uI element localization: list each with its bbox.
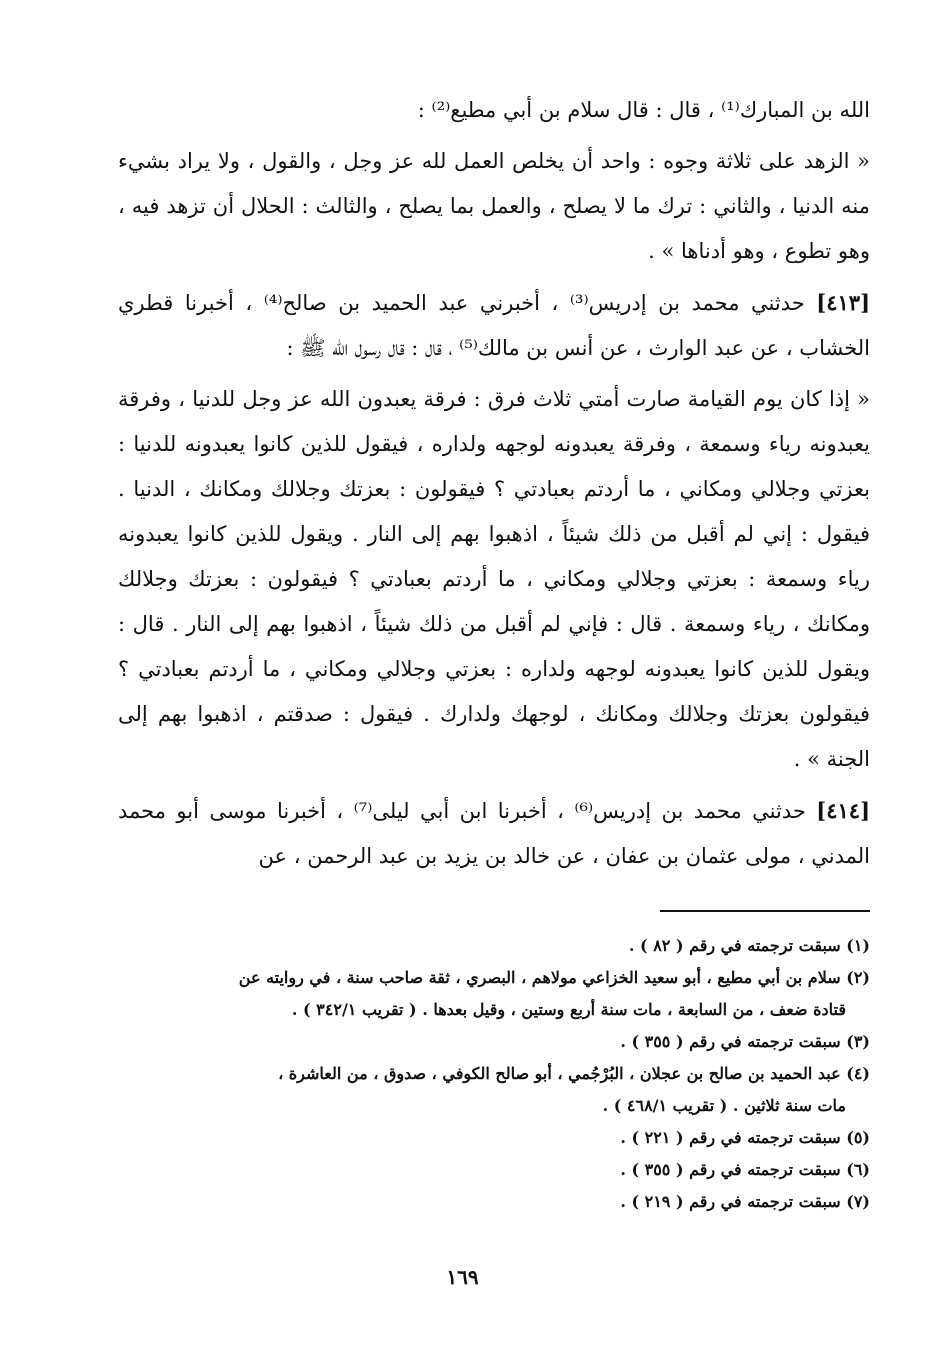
footnote-text: سبقت ترجمته في رقم ( ٣٥٥ ) . <box>620 1032 841 1051</box>
footnote-number: (٦) <box>846 1160 870 1179</box>
footnote-number: (٣) <box>846 1032 870 1051</box>
hadith-text: حدثني محمد بن إدريس⁽³⁾ ، أخبرني عبد الحميد بن صالح⁽⁴⁾ ، أخبرنا قطري الخشاب ، عن عبد الوارث ، عن أنس بن مالك⁽⁵⁾ ، قال : قال رسول الله ﷺ : <box>118 291 870 360</box>
footnote-6 <box>118 1154 870 1186</box>
hadith-number: [٤١٤] <box>816 798 870 823</box>
footnote-text: عبد الحميد بن صالح بن عجلان ، البُرْجُمي ، أبو صالح الكوفي ، صدوق ، من العاشرة ، <box>278 1064 841 1083</box>
paragraph-1: الله بن المبارك⁽¹⁾ ، قال : قال سلام بن أبي مطيع⁽²⁾ : <box>417 98 870 122</box>
footnote-5 <box>118 1122 870 1154</box>
footnote-1 <box>118 930 870 962</box>
hadith-414 <box>118 788 870 879</box>
footnote-7 <box>118 1186 870 1218</box>
footnote-number: (٧) <box>846 1192 870 1211</box>
footnote-separator <box>660 910 870 912</box>
footnote-text: سبقت ترجمته في رقم ( ٨٢ ) . <box>628 936 841 955</box>
main-text <box>118 88 870 885</box>
footnote-number: (١) <box>846 936 870 955</box>
hadith-number: [٤١٣] <box>816 290 870 315</box>
footnote-number: (٢) <box>846 968 870 987</box>
paragraph-4: « إذا كان يوم القيامة صارت أمتي ثلاث فرق : فرقة يعبدون الله عز وجل للدنيا ، وفرقة يعبدونه رياء وسمعة ، وفرقة يعبدونه لوجهه ولداره ، فيقول للذين كانوا يعبدونه للدنيا : بعزتي وجلالي ومكاني ، ما أردتم بعبادتي ؟ فيقولون : بعزتك وجلالك ومكانك ، الدنيا . فيقول : إني لم أقبل من ذلك شيئاً ، اذهبوا بهم إلى النار . ويقول للذين كانوا يعبدونه رياء وسمعة : بعزتي وجلالي ومكاني ، ما أردتم بعبادتي ؟ فيقولون : بعزتك وجلالك ومكانك ، رياء وسمعة . قال : فإني لم أقبل من ذلك شيئاً ، اذهبوا بهم إلى النار . قال : ويقول للذين كانوا يعبدونه لوجهه ولداره : بعزتي وجلالي ومكاني ، ما أردتم بعبادتي ؟ فيقولون بعزتك وجلالك ومكانك ، لوجهك ولدارك . فيقول : صدقتم ، اذهبوا بهم إلى الجنة » . <box>118 387 870 771</box>
footnotes <box>118 930 870 1218</box>
footnote-text: سبقت ترجمته في رقم ( ٢٢١ ) . <box>620 1128 841 1147</box>
footnote-number: (٤) <box>846 1064 870 1083</box>
footnote-text: سبقت ترجمته في رقم ( ٢١٩ ) . <box>620 1192 841 1211</box>
footnote-2-continuation: قتادة ضعف ، من السابعة ، مات سنة أربع وستين ، وقيل بعدها . ( تقريب ٣٤٢/١ ) . <box>291 1000 846 1019</box>
hadith-413 <box>118 280 870 371</box>
hadith-text: حدثني محمد بن إدريس⁽⁶⁾ ، أخبرنا ابن أبي ليلى⁽⁷⁾ ، أخبرنا موسى أبو محمد المدني ، مولى عثمان بن عفان ، عن خالد بن يزيد بن عبد الرحمن ، عن <box>118 799 870 868</box>
footnote-text: سبقت ترجمته في رقم ( ٣٥٥ ) . <box>620 1160 841 1179</box>
page-number: ١٦٩ <box>446 1265 479 1289</box>
footnote-4-continuation: مات سنة ثلاثين . ( تقريب ٤٦٨/١ ) . <box>602 1096 846 1115</box>
paragraph-2: « الزهد على ثلاثة وجوه : واحد أن يخلص العمل لله عز وجل ، والقول ، ولا يراد بشيء منه الدنيا ، والثاني : ترك ما لا يصلح ، والعمل بما يصلح ، والثالث : الحلال أن تزهد فيه ، وهو تطوع ، وهو أدناها » . <box>118 149 870 263</box>
footnote-number: (٥) <box>846 1128 870 1147</box>
footnote-4 <box>118 1058 870 1090</box>
footnote-3 <box>118 1026 870 1058</box>
footnote-2 <box>118 962 870 994</box>
footnote-text: سلام بن أبي مطيع ، أبو سعيد الخزاعي مولاهم ، البصري ، ثقة صاحب سنة ، في روايته عن <box>238 968 841 987</box>
